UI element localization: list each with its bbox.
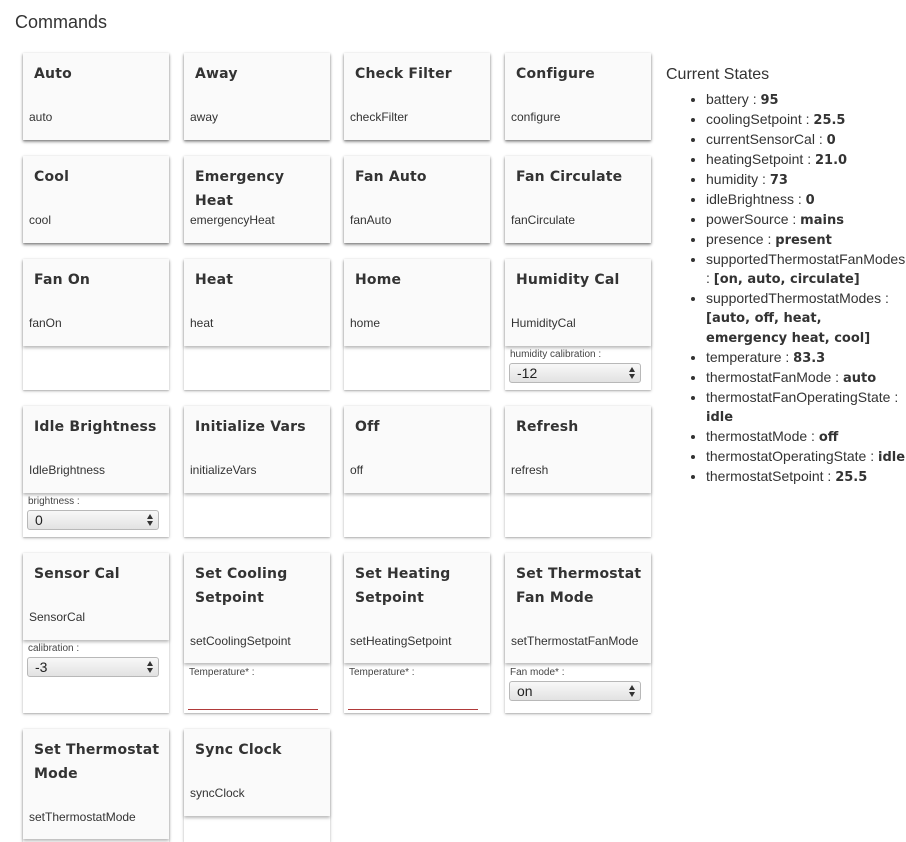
command-title: Humidity Cal bbox=[516, 272, 620, 288]
select-arrows-icon bbox=[146, 512, 154, 528]
state-name: thermostatOperatingState : bbox=[706, 448, 878, 464]
state-item bbox=[706, 170, 906, 190]
command-card-refresh bbox=[505, 406, 651, 537]
command-title: Fan Circulate bbox=[516, 169, 623, 185]
state-name: heatingSetpoint : bbox=[706, 151, 815, 167]
calibration-select[interactable] bbox=[27, 657, 159, 677]
command-card-idle-brightness bbox=[23, 406, 169, 537]
humidity-calibration-select[interactable] bbox=[509, 363, 641, 383]
state-name: supportedThermostatFanModes : bbox=[706, 251, 906, 286]
command-title: Idle Brightness bbox=[34, 419, 157, 435]
command-card-set-thermostat-fan-mode bbox=[505, 553, 651, 713]
command-title: Check Filter bbox=[355, 66, 452, 82]
state-name: coolingSetpoint : bbox=[706, 111, 814, 127]
command-card-emergency-heat bbox=[184, 156, 330, 243]
command-card-fan-on bbox=[23, 259, 169, 390]
home-button[interactable] bbox=[344, 259, 490, 346]
command-title: Auto bbox=[34, 66, 72, 82]
state-item bbox=[706, 150, 906, 170]
command-method: setThermostatFanMode bbox=[511, 634, 639, 648]
calibration-label: calibration : bbox=[28, 643, 80, 654]
command-title: Sensor Cal bbox=[34, 566, 120, 582]
configure-button[interactable] bbox=[505, 53, 651, 140]
command-title: Refresh bbox=[516, 419, 579, 435]
command-card-home bbox=[344, 259, 490, 390]
temperature-label: Temperature* : bbox=[349, 667, 415, 678]
command-title: Configure bbox=[516, 66, 595, 82]
brightness-select[interactable] bbox=[27, 510, 159, 530]
state-value: 73 bbox=[769, 173, 788, 188]
refresh-button[interactable] bbox=[505, 406, 651, 493]
state-name: presence : bbox=[706, 231, 776, 247]
state-name: thermostatSetpoint : bbox=[706, 468, 836, 484]
state-name: idleBrightness : bbox=[706, 191, 806, 207]
state-value: [auto, off, heat, emergency heat, cool] bbox=[706, 311, 871, 346]
state-name: supportedThermostatModes : bbox=[706, 290, 889, 306]
state-name: battery : bbox=[706, 91, 761, 107]
idle-brightness-button[interactable] bbox=[23, 406, 169, 493]
heating-temperature-input[interactable] bbox=[348, 693, 478, 710]
state-value: idle bbox=[877, 450, 906, 465]
command-method: initializeVars bbox=[190, 463, 257, 477]
command-title: Initialize Vars bbox=[195, 419, 306, 435]
fan-mode-select[interactable] bbox=[509, 681, 641, 701]
fan-on-button[interactable] bbox=[23, 259, 169, 346]
state-item bbox=[706, 230, 906, 250]
state-item bbox=[706, 250, 906, 289]
heat-button[interactable] bbox=[184, 259, 330, 346]
state-item bbox=[706, 388, 906, 427]
state-name: powerSource : bbox=[706, 211, 801, 227]
state-name: thermostatFanMode : bbox=[706, 369, 843, 385]
command-method: checkFilter bbox=[350, 110, 409, 124]
auto-button[interactable] bbox=[23, 53, 169, 140]
command-card-sensor-cal bbox=[23, 553, 169, 713]
command-method: auto bbox=[29, 110, 53, 124]
humidity-calibration-label: humidity calibration : bbox=[510, 349, 602, 360]
command-method: emergencyHeat bbox=[190, 213, 275, 227]
command-card-fan-circulate bbox=[505, 156, 651, 243]
command-method: syncClock bbox=[190, 786, 245, 800]
state-name: temperature : bbox=[706, 349, 794, 365]
command-title: Set Thermostat Fan Mode bbox=[516, 566, 642, 606]
set-thermostat-fan-mode-button[interactable] bbox=[505, 553, 651, 663]
off-button[interactable] bbox=[344, 406, 490, 493]
command-card-check-filter bbox=[344, 53, 490, 140]
state-value: auto bbox=[842, 371, 877, 386]
command-card-sync-clock bbox=[184, 729, 330, 842]
temperature-label: Temperature* : bbox=[189, 667, 255, 678]
state-value: 25.5 bbox=[835, 470, 868, 485]
state-name: thermostatFanOperatingState : bbox=[706, 389, 899, 405]
command-card-fan-auto bbox=[344, 156, 490, 243]
command-method: home bbox=[350, 316, 381, 330]
command-method: away bbox=[190, 110, 219, 124]
select-value: -12 bbox=[517, 365, 538, 381]
command-method: HumidityCal bbox=[511, 316, 576, 330]
command-card-humidity-cal bbox=[505, 259, 651, 390]
cool-button[interactable] bbox=[23, 156, 169, 243]
current-states-list bbox=[666, 90, 906, 487]
command-title: Fan Auto bbox=[355, 169, 427, 185]
command-title: Set Heating Setpoint bbox=[355, 566, 451, 606]
brightness-label: brightness : bbox=[28, 496, 80, 507]
command-title: Home bbox=[355, 272, 402, 288]
page-heading: Commands bbox=[15, 12, 108, 32]
command-card-set-thermostat-mode bbox=[23, 729, 169, 842]
command-card-auto bbox=[23, 53, 169, 140]
current-states-title: Current States bbox=[666, 66, 770, 83]
command-method: setHeatingSetpoint bbox=[350, 634, 452, 648]
state-item bbox=[706, 210, 906, 230]
command-method: cool bbox=[29, 213, 52, 227]
command-title: Fan On bbox=[34, 272, 91, 288]
sensor-cal-button[interactable] bbox=[23, 553, 169, 640]
command-card-cool bbox=[23, 156, 169, 243]
command-method: configure bbox=[511, 110, 561, 124]
select-arrows-icon bbox=[146, 659, 154, 675]
state-item bbox=[706, 447, 906, 467]
command-title: Off bbox=[355, 419, 380, 435]
away-button[interactable] bbox=[184, 53, 330, 140]
fan-auto-button[interactable] bbox=[344, 156, 490, 243]
state-item bbox=[706, 348, 906, 368]
state-value: 83.3 bbox=[793, 351, 826, 366]
command-card-off bbox=[344, 406, 490, 537]
select-value: 0 bbox=[35, 512, 43, 528]
command-title: Cool bbox=[34, 169, 70, 185]
command-title: Sync Clock bbox=[195, 742, 282, 758]
state-item bbox=[706, 110, 906, 130]
state-value: 95 bbox=[760, 93, 779, 108]
select-value: on bbox=[517, 683, 533, 699]
humidity-cal-button[interactable] bbox=[505, 259, 651, 346]
fan-mode-label: Fan mode* : bbox=[510, 667, 565, 678]
state-item bbox=[706, 90, 906, 110]
fan-circulate-button[interactable] bbox=[505, 156, 651, 243]
select-arrows-icon bbox=[628, 365, 636, 381]
state-value: 0 bbox=[805, 193, 815, 208]
command-method: fanOn bbox=[29, 316, 62, 330]
state-value: present bbox=[775, 233, 832, 248]
command-method: setThermostatMode bbox=[29, 810, 136, 824]
state-item bbox=[706, 467, 906, 487]
state-name: currentSensorCal : bbox=[706, 131, 827, 147]
state-value: 0 bbox=[826, 133, 836, 148]
set-thermostat-mode-button[interactable] bbox=[23, 729, 169, 839]
command-card-initialize-vars bbox=[184, 406, 330, 537]
command-method: SensorCal bbox=[29, 610, 86, 624]
state-item bbox=[706, 190, 906, 210]
command-title: Away bbox=[195, 66, 238, 82]
command-title: Emergency Heat bbox=[195, 169, 285, 209]
set-heating-setpoint-button[interactable] bbox=[344, 553, 490, 663]
state-item bbox=[706, 368, 906, 388]
initialize-vars-button[interactable] bbox=[184, 406, 330, 493]
cooling-temperature-input[interactable] bbox=[188, 693, 318, 710]
state-value: mains bbox=[800, 213, 844, 228]
state-value: 25.5 bbox=[813, 113, 846, 128]
command-title: Heat bbox=[195, 272, 234, 288]
state-name: thermostatMode : bbox=[706, 428, 819, 444]
emergency-heat-button[interactable] bbox=[184, 156, 330, 243]
command-card-configure bbox=[505, 53, 651, 140]
state-value: [on, auto, circulate] bbox=[713, 272, 860, 287]
command-method: IdleBrightness bbox=[29, 463, 106, 477]
sync-clock-button[interactable] bbox=[184, 729, 330, 816]
command-method: fanCirculate bbox=[511, 213, 576, 227]
set-cooling-setpoint-button[interactable] bbox=[184, 553, 330, 663]
state-item bbox=[706, 130, 906, 150]
command-title: Set Cooling Setpoint bbox=[195, 566, 288, 606]
command-method: setCoolingSetpoint bbox=[190, 634, 291, 648]
select-value: -3 bbox=[35, 659, 48, 675]
state-name: humidity : bbox=[706, 171, 770, 187]
state-value: off bbox=[818, 430, 839, 445]
state-item bbox=[706, 289, 906, 348]
state-value: 21.0 bbox=[814, 153, 848, 168]
select-arrows-icon bbox=[628, 683, 636, 699]
command-method: off bbox=[350, 463, 364, 477]
command-card-set-heating-setpoint bbox=[344, 553, 490, 713]
command-method: heat bbox=[190, 316, 214, 330]
command-card-set-cooling-setpoint bbox=[184, 553, 330, 713]
current-states-panel bbox=[666, 66, 906, 487]
command-method: refresh bbox=[511, 463, 549, 477]
command-card-away bbox=[184, 53, 330, 140]
state-item bbox=[706, 427, 906, 447]
command-method: fanAuto bbox=[350, 213, 392, 227]
state-value: idle bbox=[706, 410, 734, 425]
check-filter-button[interactable] bbox=[344, 53, 490, 140]
command-title: Set Thermostat Mode bbox=[34, 742, 160, 782]
command-card-heat bbox=[184, 259, 330, 390]
